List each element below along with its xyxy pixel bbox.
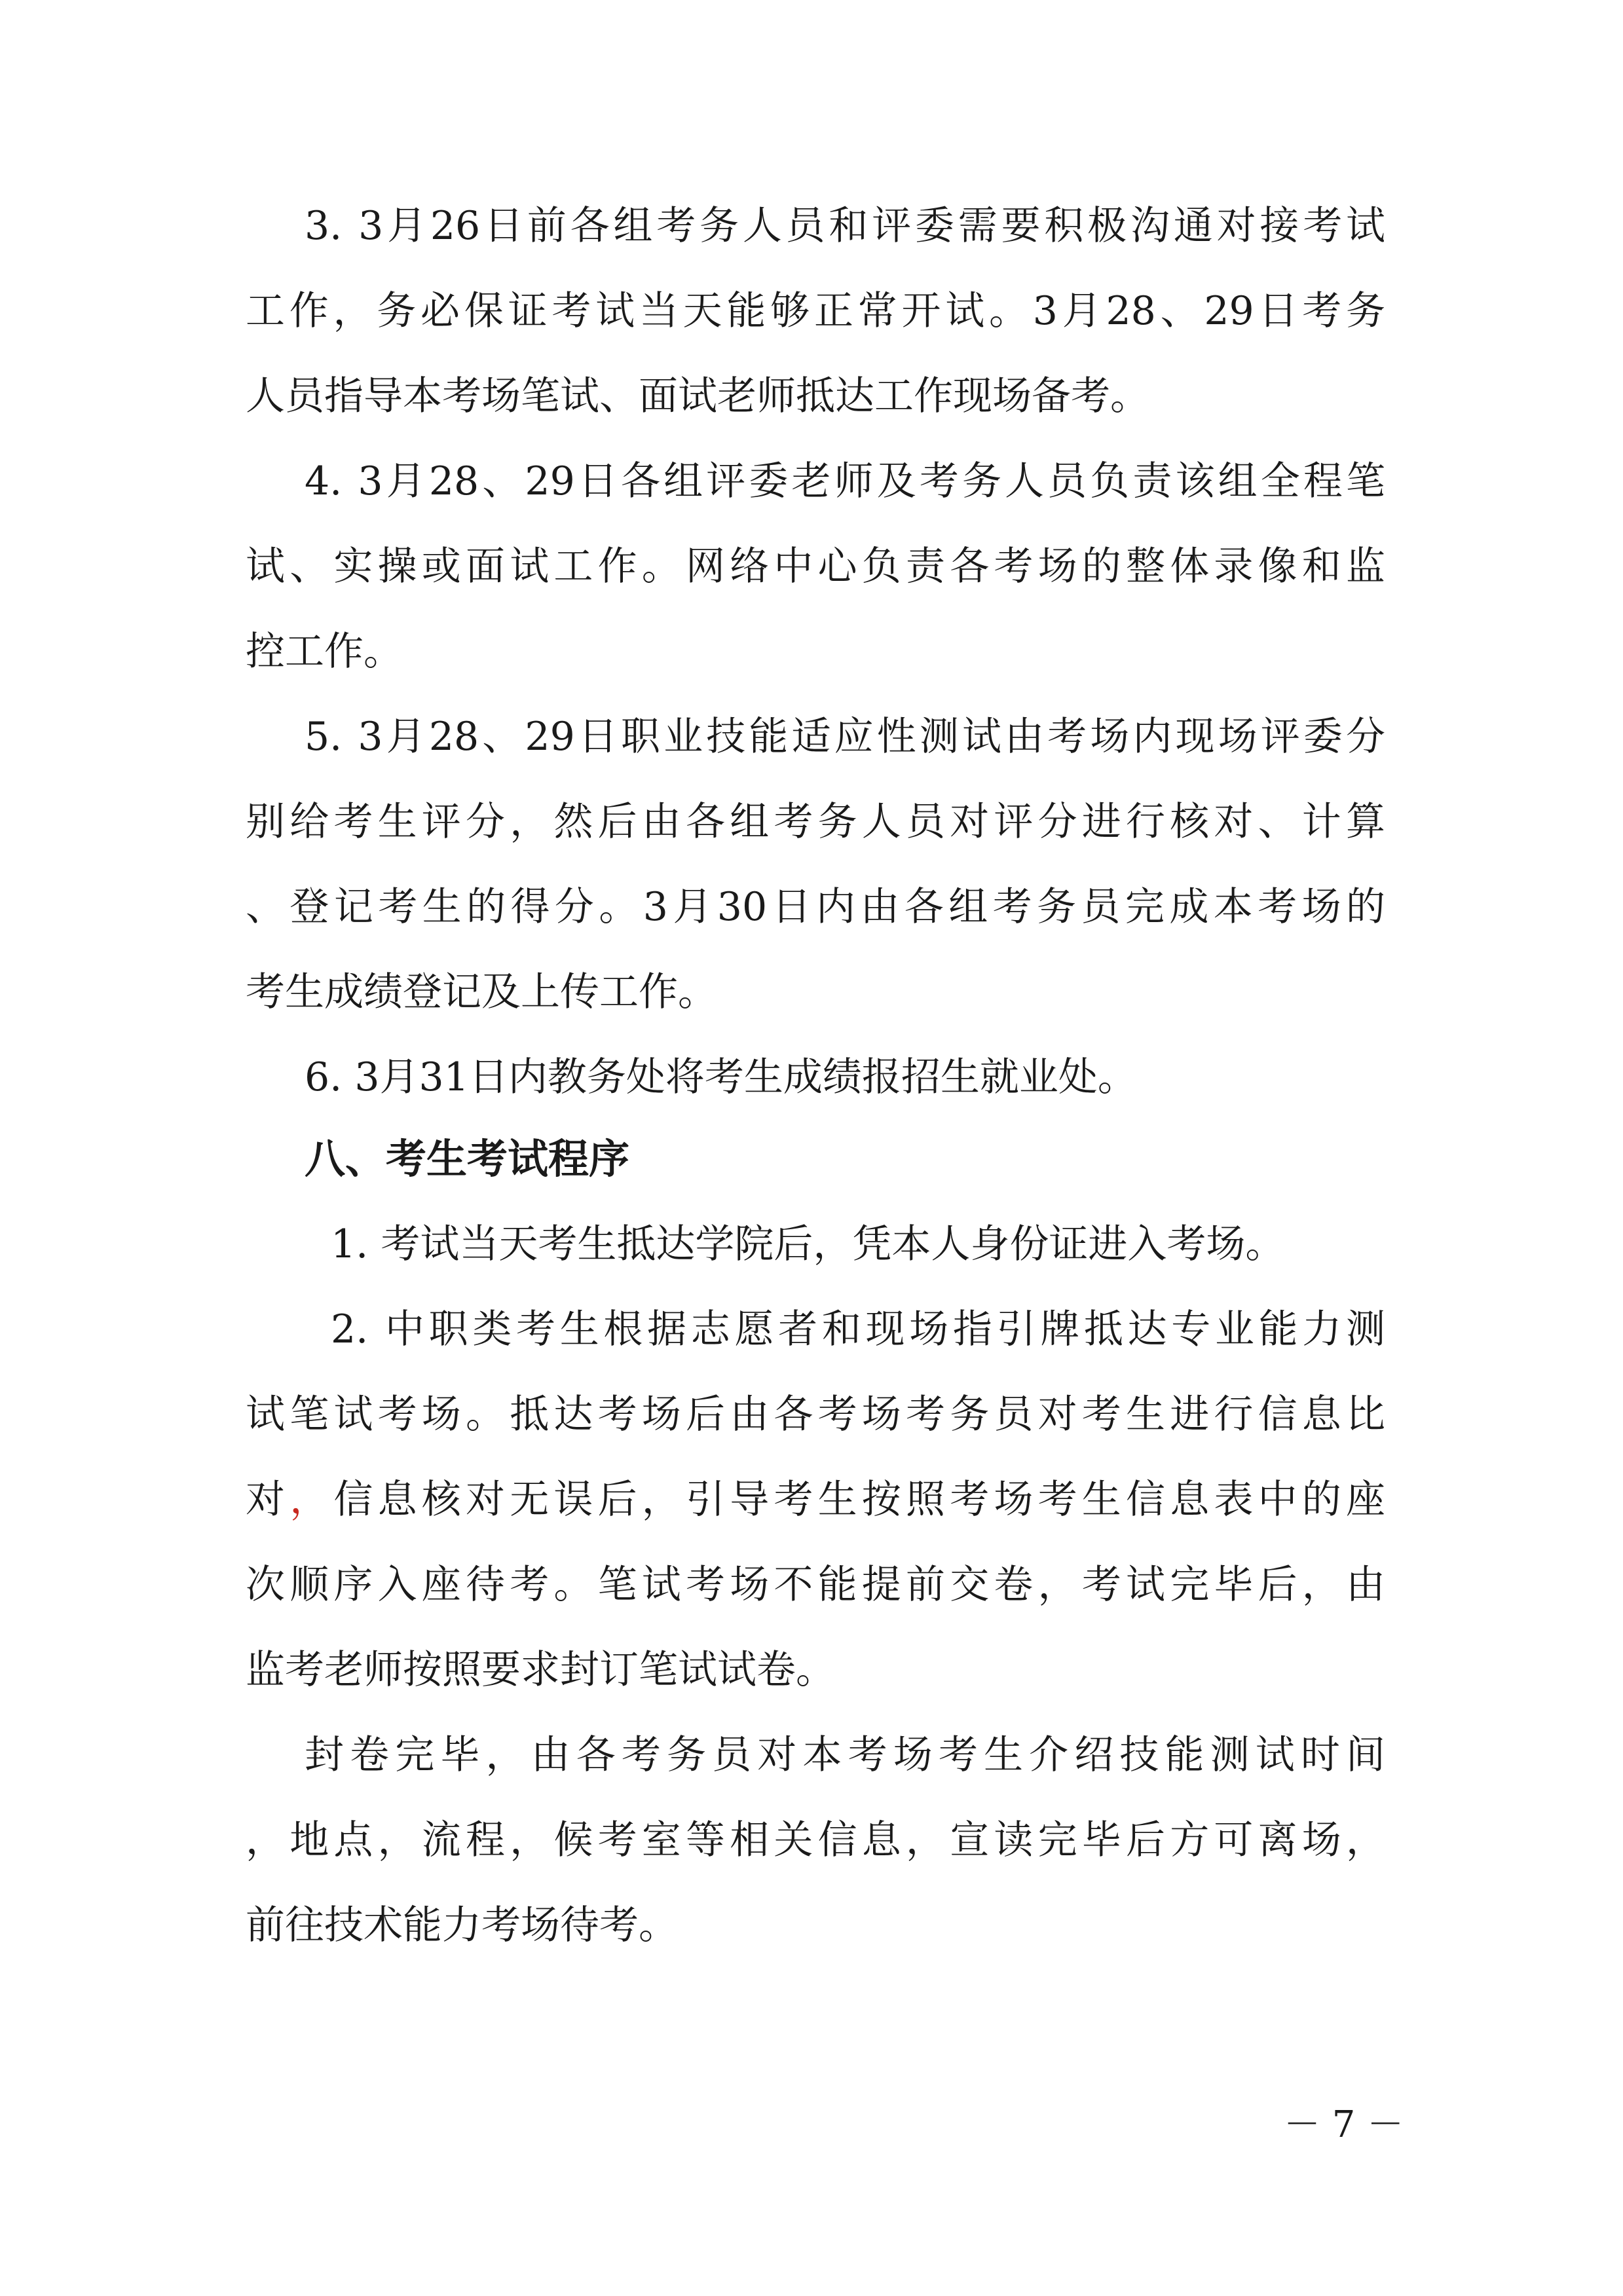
paragraph-line: 试笔试考场。抵达考场后由各考场考务员对考生进行信息比 [246,1392,1385,1437]
paragraph-line: 考生成绩登记及上传工作。 [246,969,717,1015]
paragraph-line: 人员指导本考场笔试、面试老师抵达工作现场备考。 [246,373,1149,419]
paragraph-line: ，地点，流程，候考室等相关信息，宣读完毕后方可离场， [246,1817,1385,1863]
paragraph-line: 监考老师按照要求封订笔试试卷。 [246,1647,835,1693]
red-comma-mark: ， [289,1477,334,1523]
paragraph-line: 1. 考试当天考生抵达学院后，凭本人身份证进入考场。 [331,1221,1285,1267]
paragraph-line: 工作，务必保证考试当天能够正常开试。3月28、29日考务 [246,288,1385,334]
text-run: 对 [246,1477,290,1523]
paragraph-line: 5. 3月28、29日职业技能适应性测试由考场内现场评委分 [305,714,1385,760]
paragraph-line: 次顺序入座待考。笔试考场不能提前交卷，考试完毕后，由 [246,1562,1385,1608]
paragraph-line: 3. 3月26日前各组考务人员和评委需要积极沟通对接考试 [305,203,1385,249]
paragraph-line: 4. 3月28、29日各组评委老师及考务人员负责该组全程笔 [305,458,1385,504]
text-run: 信息核对无误后，引导考生按照考场考生信息表中的座 [333,1477,1385,1523]
paragraph-line: 试、实操或面试工作。网络中心负责各考场的整体录像和监 [246,544,1385,589]
section-heading: 八、考生考试程序 [305,1135,630,1183]
paragraph-line: 2. 中职类考生根据志愿者和现场指引牌抵达专业能力测 [331,1306,1385,1352]
paragraph-line: 6. 3月31日内教务处将考生成绩报招生就业处。 [305,1054,1137,1100]
paragraph-line: 前往技术能力考场待考。 [246,1902,678,1948]
paragraph-line: 、登记考生的得分。3月30日内由各组考务员完成本考场的 [246,884,1385,930]
page-number: － 7 － [1284,2103,1404,2146]
paragraph-line [246,1464,1385,1536]
paragraph-line: 别给考生评分，然后由各组考务人员对评分进行核对、计算 [246,799,1385,845]
paragraph-line: 封卷完毕，由各考务员对本考场考生介绍技能测试时间 [305,1732,1385,1778]
paragraph-line: 控工作。 [246,629,403,675]
